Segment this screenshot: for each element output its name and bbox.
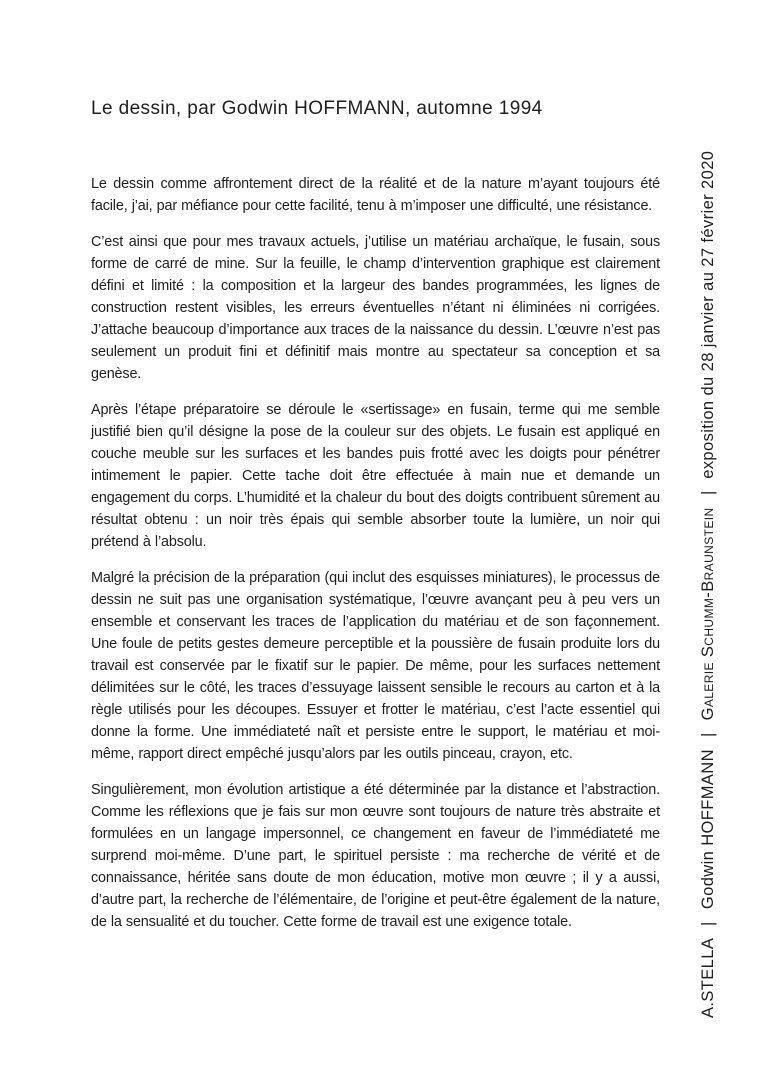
- document-paragraph-2: C’est ainsi que pour mes travaux actuels, j’utilise un matériau archaïque, le fusain, sous forme de carré de mine. Sur la feuille, le champ d’intervention graphique est clairement défini et limité : la composition et la largeur des bandes programmées, les lignes de construction restent visibles, les erreurs éventuelles n’étant ni éliminées ni corrigées. J’attache beaucoup d’importance aux traces de la naissance du dessin. L’œuvre n’est pas seulement un produit fini et définitif mais montre au spectateur sa conception et sa genèse.: [91, 234, 660, 382]
- sidebar-artist-name: A.STELLA: [699, 937, 717, 1018]
- document-paragraph-5: Singulièrement, mon évolution artistique a été déterminée par la distance et l’abstraction. Comme les réflexions que je fais sur mon œuvre sont toujours de nature très abstraite et formulées en un langage impersonnel, ce changement en faveur de l’immédiateté me surprend moi-même. D’une part, le spirituel persiste : ma recherche de vérité et de connaissance, héritée sans doute de mon éducation, motive mon œuvre ; il y a aussi, d’autre part, la recherche de l’élémentaire, de l’origine et peut-être également de la nature, de la sensualité et du toucher. Cette forme de travail est une exigence totale.: [91, 782, 660, 930]
- sidebar-exhibition-dates: exposition du 28 janvier au 27 février 2020: [699, 150, 717, 479]
- document-paragraph-4: Malgré la précision de la préparation (qui inclut des esquisses miniatures), le processus de dessin ne suit pas une organisation systématique, l’œuvre avançant peu à peu vers un ensemble et conservant les traces de l’application du matériau et de son façonnement. Une foule de petits gestes demeure perceptible et la poussière de fusain produite lors du travail est conservée par le fixatif sur le papier. De même, pour les surfaces nettement délimitées sur le côté, les traces d’essuyage laissent sensible le recours au carton et à la règle utilisés pour les découpes. Essuyer et frotter le matériau, c’est l’acte essentiel qui donne la forme. Une immédiateté naît et persiste entre le support, le matériau et moi-même, rapport direct empêché jusqu’alors par les outils pinceau, crayon, etc.: [91, 570, 660, 762]
- sidebar-separator: |: [699, 921, 717, 926]
- main-text-column: [91, 97, 660, 947]
- sidebar-author-name: Godwin HOFFMANN: [699, 749, 717, 910]
- sidebar-separator: |: [699, 490, 717, 496]
- document-paragraph-1: Le dessin comme affrontement direct de la réalité et de la nature m’ayant toujours été facile, j’ai, par méfiance pour cette facilité, tenu à m’imposer une difficulté, une résistance.: [91, 176, 660, 214]
- document-title: Le dessin, par Godwin HOFFMANN, automne 1994: [91, 98, 543, 119]
- sidebar-separator: |: [699, 732, 717, 738]
- sidebar-credit-line: [696, 96, 720, 1018]
- sidebar-gallery-name: Galerie Schumm-Braunstein: [699, 507, 717, 721]
- document-paragraph-3: Après l’étape préparatoire se déroule le «sertissage» en fusain, terme qui me semble justifié bien qu’il désigne la pose de la couleur sur des objets. Le fusain est appliqué en couche meuble sur les surfaces et les bandes puis frotté avec les doigts pour pénétrer intimement le papier. Cette tache doit être effectuée à main nue et demande un engagement du corps. L’humidité et la chaleur du bout des doigts contribuent sûrement au résultat obtenu : un noir très épais qui semble absorber toute la lumière, un noir qui prétend à l’absolu.: [91, 402, 660, 550]
